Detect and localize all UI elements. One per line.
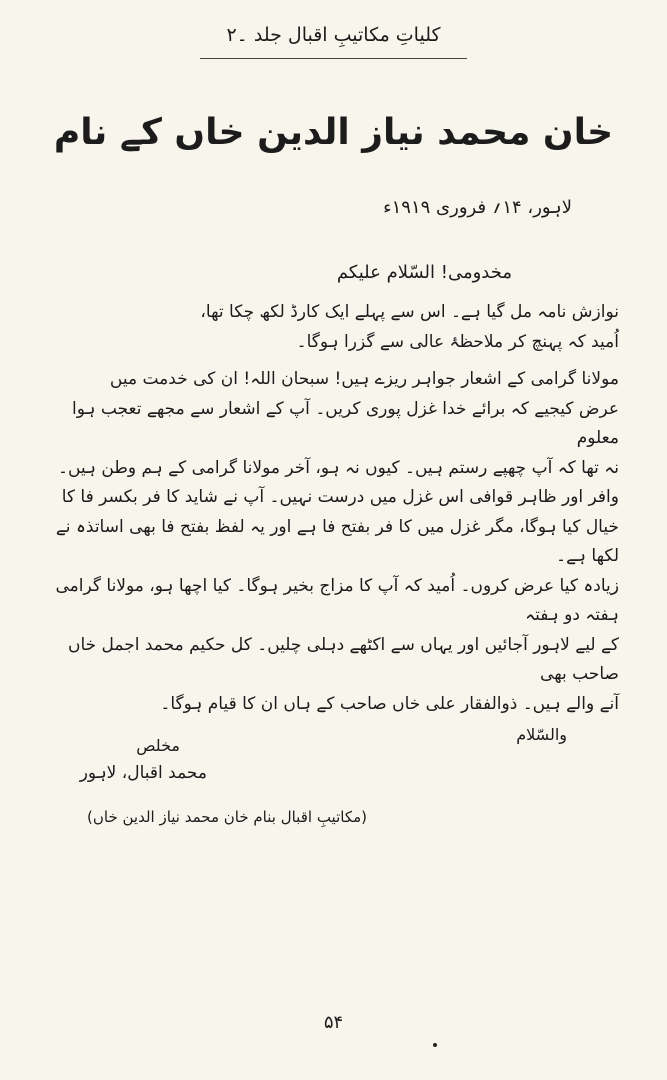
print-speck — [433, 1043, 437, 1047]
body-line: آنے والے ہیں۔ ذوالفقار علی خاں صاحب کے ہاں ان کا قیام ہوگا۔ — [160, 693, 619, 714]
dateline: لاہور، ۱۴؍ فروری ۱۹۱۹ء — [383, 197, 572, 218]
body-line: عرض کیجیے کہ برائے خدا غزل پوری کریں۔ آپ کے اشعار سے مجھے تعجب ہوا معلوم — [72, 398, 619, 448]
closing: والسّلام — [516, 725, 567, 744]
letter-body — [37, 298, 619, 719]
header-rule — [200, 58, 467, 59]
running-header: کلیاتِ مکاتیبِ اقبال جلد ۔۲ — [226, 24, 441, 46]
signature: محمد اقبال، لاہور — [79, 763, 207, 783]
page-number: ۵۴ — [323, 1012, 344, 1033]
body-line: نوازش نامہ مل گیا ہے۔ اس سے پہلے ایک کارڈ لکھ چکا تھا، — [200, 302, 619, 322]
source-citation: (مکاتیبِ اقبال بنام خان محمد نیاز الدین خاں) — [87, 808, 367, 826]
body-line: نہ تھا کہ آپ چھپے رستم ہیں۔ کیوں نہ ہو، آخر مولانا گرامی کے ہم وطن ہیں۔ — [58, 457, 619, 478]
body-line: زیادہ کیا عرض کروں۔ اُمید کہ آپ کا مزاج بخیر ہوگا۔ کیا اچھا ہو، مولانا گرامی ہفتہ دو ہفتہ — [55, 575, 619, 625]
body-line: کے لیے لاہور آجائیں اور یہاں سے اکٹھے دہلی چلیں۔ کل حکیم محمد اجمل خاں صاحب بھی — [67, 634, 619, 684]
body-line: اُمید کہ پہنچ کر ملاحظۂ عالی سے گزرا ہوگا۔ — [296, 331, 619, 352]
body-line: مولانا گرامی کے اشعار جواہر ریزے ہیں! سبحان اللہ! ان کی خدمت میں — [109, 369, 619, 389]
body-line: وافر اور ظاہر قوافی اس غزل میں درست نہیں۔ آپ نے شاید کا فر بکسر فا کا — [61, 487, 619, 507]
letter-title: خان محمد نیاز الدین خاں کے نام — [53, 112, 614, 153]
closing-mukhlis: مخلص — [136, 736, 180, 755]
body-line: خیال کیا ہوگا، مگر غزل میں کا فر بفتح فا ہے اور یہ لفظ بفتح فا بھی اساتذہ نے لکھا ہے۔ — [55, 516, 619, 566]
salutation: مخدومی! السّلام علیکم — [336, 262, 512, 283]
